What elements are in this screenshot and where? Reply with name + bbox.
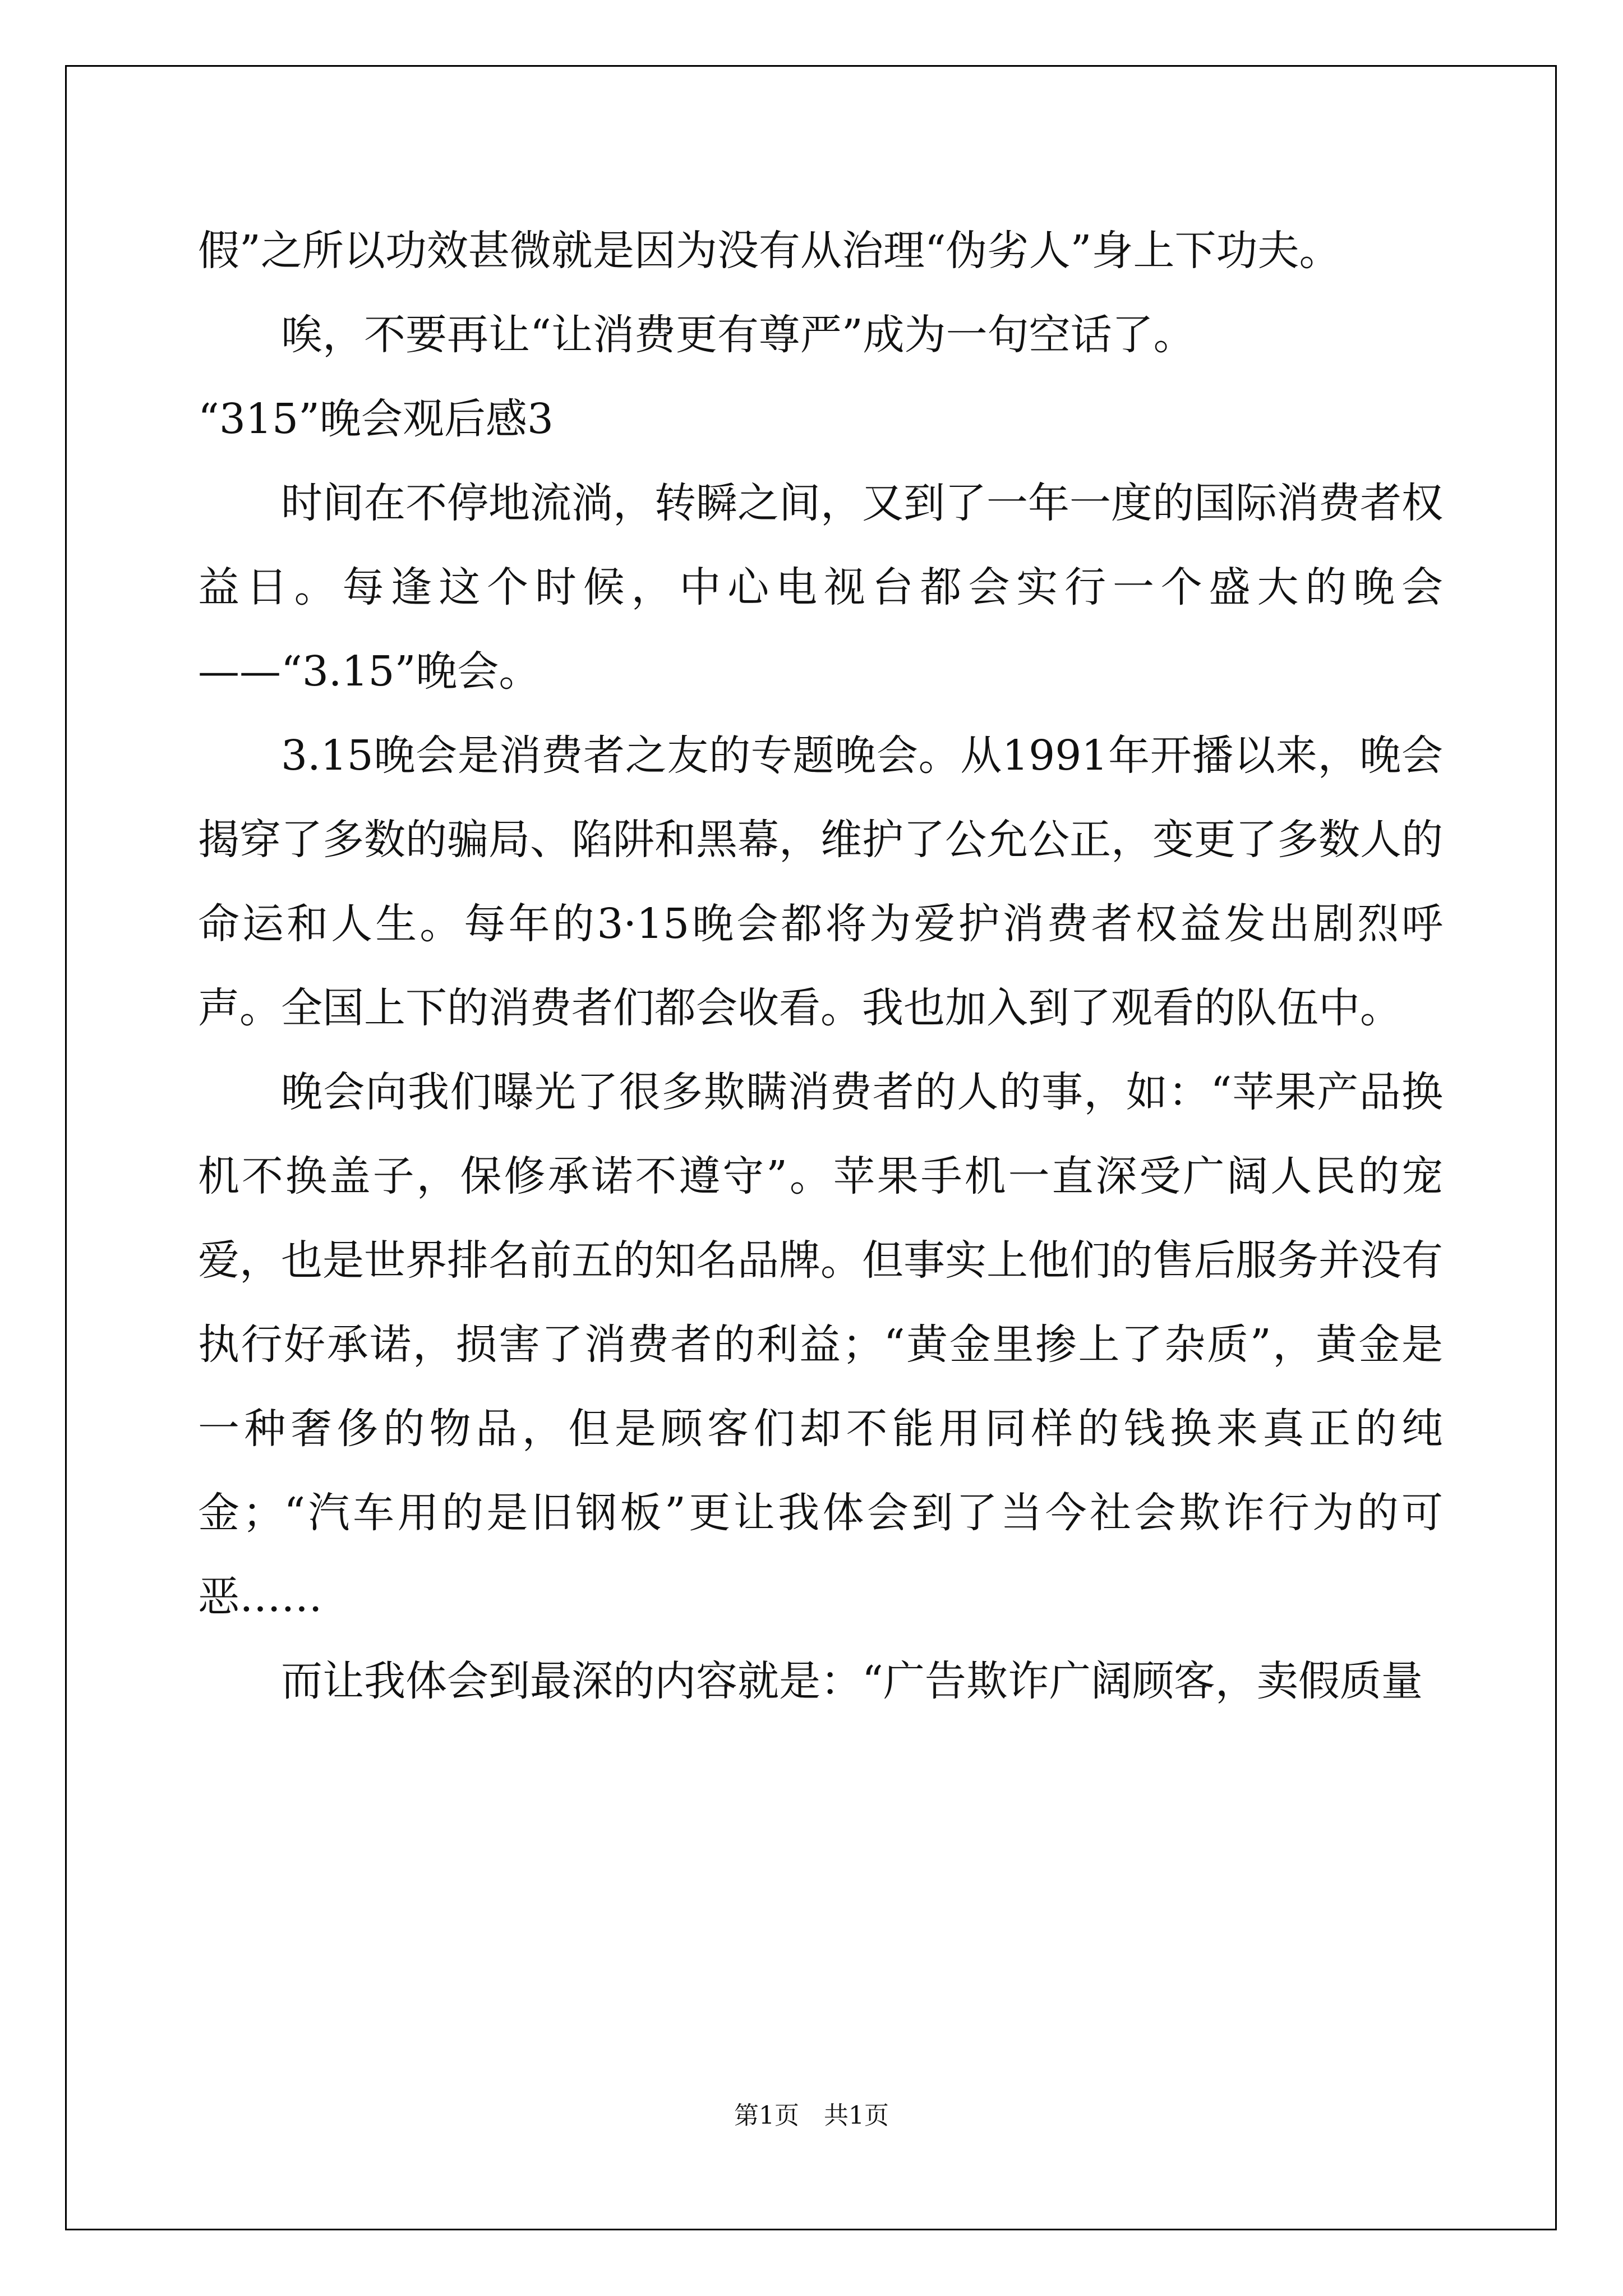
paragraph-deepest-impression: 而让我体会到最深的内容就是：“广告欺诈广阔顾客，卖假质量 bbox=[281, 1657, 1423, 1705]
paragraph-gala-history: 3.15晚会是消费者之友的专题晚会。从1991年开播以来，晚会揭穿了多数的骗局、陷阱和黑幕，维护了公允公正，变更了多数人的命运和人生。每年的3·15晚会都将为爱护消费者权益发出剧烈呼声。全国上下的消费者们都会收看。我也加入到了观看的队伍中。 bbox=[198, 731, 1443, 1032]
page-footer: 第1页 共1页 bbox=[734, 2101, 889, 2130]
paragraph-continuation: 假”之所以功效甚微就是因为没有从治理“伪劣人”身上下功夫。 bbox=[198, 227, 1341, 275]
paragraph-exposures: 晚会向我们曝光了很多欺瞒消费者的人的事，如：“苹果产品换机不换盖子，保修承诺不遵守”。苹果手机一直深受广阔人民的宠爱，也是世界排名前五的知名品牌。但事实上他们的售后服务并没有执行好承诺，损害了消费者的利益；“黄金里掺上了杂质”，黄金是一种奢侈的物品，但是顾客们却不能用同样的钱换来真正的纯金；“汽车用的是旧钢板”更让我体会到了当今社会欺诈行为的可恶…… bbox=[198, 1068, 1443, 1621]
paragraph-intro: 时间在不停地流淌，转瞬之间，又到了一年一度的国际消费者权益日。每逢这个时候，中心电视台都会实行一个盛大的晚会——“3.15”晚会。 bbox=[198, 479, 1443, 696]
section-heading: “315”晚会观后感3 bbox=[198, 395, 554, 443]
paragraph-exclamation: 唉，不要再让“让消费更有尊严”成为一句空话了。 bbox=[281, 311, 1195, 359]
document-body bbox=[198, 209, 1443, 1723]
